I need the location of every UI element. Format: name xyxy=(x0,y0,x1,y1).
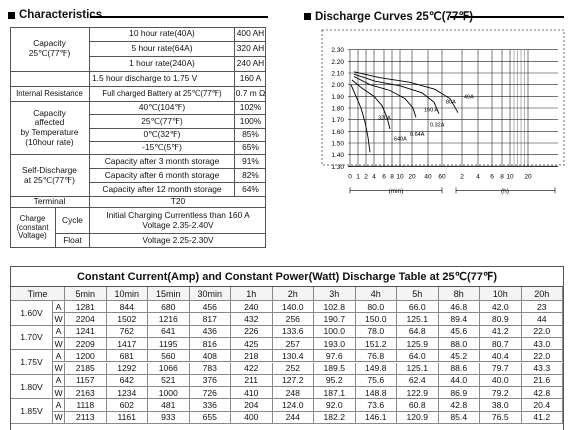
table-cell-current: 521 xyxy=(148,375,190,387)
y-tick-label: 2.10 xyxy=(331,70,344,78)
temperature-desc: 0℃(32℉) xyxy=(90,129,235,142)
curve-label: 640A xyxy=(394,136,407,143)
table-cell-power: 410 xyxy=(231,387,273,399)
internal-resistance-value: 0.7 m Ω xyxy=(235,87,266,102)
title-square-icon xyxy=(304,13,311,20)
table-cell-current: 602 xyxy=(107,399,149,411)
table-cell-power: 1216 xyxy=(148,313,190,325)
table-cell-power: 79.7 xyxy=(480,363,522,375)
table-cell-current: 1118 xyxy=(65,399,107,411)
unit-w: W xyxy=(53,387,65,399)
table-cell-power: 1161 xyxy=(107,412,149,424)
table-cell-current: 64.8 xyxy=(397,326,439,338)
column-header: 5h xyxy=(397,287,439,301)
table-cell-power: 1066 xyxy=(148,363,190,375)
unit-w: W xyxy=(53,338,65,350)
table-cell-power: 257 xyxy=(273,338,315,350)
column-header: 8h xyxy=(439,287,481,301)
unit-a: A xyxy=(53,375,65,387)
x-tick-label-hour: 6 xyxy=(490,173,494,181)
table-cell-current: 45.6 xyxy=(439,326,481,338)
table-cell-current: 73.6 xyxy=(356,399,398,411)
table-cell-current: 226 xyxy=(231,326,273,338)
table-cell-current: 641 xyxy=(148,326,190,338)
table-cell-current: 20.4 xyxy=(522,399,564,411)
table-cell-power: 88.0 xyxy=(439,338,481,350)
column-header: 20h xyxy=(522,287,564,301)
capacity-value: 320 AH xyxy=(235,42,266,57)
unit-w: W xyxy=(53,363,65,375)
table-cell-current: 642 xyxy=(107,375,149,387)
temperature-value: 100% xyxy=(235,115,266,128)
table-cell-current: 45.2 xyxy=(439,350,481,362)
y-tick-label: 1.60 xyxy=(331,128,344,136)
unit-a: A xyxy=(53,350,65,362)
max-discharge-spacer xyxy=(10,72,90,87)
table-cell-power: 2113 xyxy=(65,412,107,424)
table-cell-current: 95.2 xyxy=(314,375,356,387)
table-cell-power: 85.4 xyxy=(439,412,481,424)
characteristics-title: Characteristics xyxy=(8,9,102,21)
table-cell-power: 1417 xyxy=(107,338,149,350)
x-tick-label-hour: 20 xyxy=(524,173,532,181)
table-cell-current: 204 xyxy=(231,399,273,411)
table-cell-power: 80.7 xyxy=(480,338,522,350)
table-cell-power: 120.9 xyxy=(397,412,439,424)
table-cell-current: 22.0 xyxy=(522,326,564,338)
x-tick-label-min: 8 xyxy=(390,173,394,181)
table-cell-current: 40.0 xyxy=(480,375,522,387)
discharge-rule xyxy=(450,16,564,18)
table-cell-current: 560 xyxy=(148,350,190,362)
capacity-value: 240 AH xyxy=(235,57,266,72)
unit-a: A xyxy=(53,301,65,313)
table-cell-current: 100.0 xyxy=(314,326,356,338)
table-cell-power: 425 xyxy=(231,338,273,350)
table-cell-power: 783 xyxy=(190,363,232,375)
table-cell-power: 933 xyxy=(148,412,190,424)
characteristics-rule xyxy=(90,16,268,18)
temperature-desc: -15℃(5℉) xyxy=(90,142,235,155)
table-cell-current: 80.0 xyxy=(356,301,398,313)
table-cell-current: 21.6 xyxy=(522,375,564,387)
table-cell-power: 400 xyxy=(231,412,273,424)
table-cell-power: 256 xyxy=(273,313,315,325)
x-tick-label-hour: 8 xyxy=(500,173,504,181)
table-cell-current: 46.8 xyxy=(439,301,481,313)
discharge-table xyxy=(10,266,564,430)
internal-resistance-desc: Full charged Battery at 25℃(77℉) xyxy=(90,87,235,102)
table-cell-power: 44 xyxy=(522,313,564,325)
x-tick-label-min: 0 xyxy=(348,173,352,181)
table-cell-power: 43.3 xyxy=(522,363,564,375)
temperature-value: 85% xyxy=(235,129,266,142)
max-discharge-desc: 1.5 hour discharge to 1.75 V xyxy=(90,72,235,87)
capacity-value: 400 AH xyxy=(235,27,266,42)
y-tick-label: 2.30 xyxy=(331,47,344,55)
table-cell-power: 189.5 xyxy=(314,363,356,375)
table-cell-current: 40.4 xyxy=(480,350,522,362)
temperature-value: 65% xyxy=(235,142,266,155)
y-tick-label: 2.00 xyxy=(331,82,344,90)
table-cell-power: 422 xyxy=(231,363,273,375)
self-discharge-value: 91% xyxy=(235,155,266,169)
table-cell-current: 130.4 xyxy=(273,350,315,362)
column-header: 2h xyxy=(273,287,315,301)
charge-label: Charge (constant Voltage) xyxy=(10,208,56,248)
table-cell-power: 1195 xyxy=(148,338,190,350)
table-cell-current: 97.6 xyxy=(314,350,356,362)
table-cell-power: 148.8 xyxy=(356,387,398,399)
column-header: 5min xyxy=(65,287,107,301)
table-cell-current: 124.0 xyxy=(273,399,315,411)
table-cell-power: 2185 xyxy=(65,363,107,375)
curve-label: 160 A xyxy=(424,107,439,114)
table-cell-current: 38.0 xyxy=(480,399,522,411)
table-cell-power: 2163 xyxy=(65,387,107,399)
voltage-label: 1.75V xyxy=(11,350,53,375)
internal-resistance-label: Internal Resistance xyxy=(10,87,90,102)
table-cell-current: 44.0 xyxy=(439,375,481,387)
temperature-desc: 25℃(77℉) xyxy=(90,115,235,128)
discharge-curves-chart xyxy=(318,28,568,238)
voltage-label: 1.80V xyxy=(11,375,53,400)
temperature-label: Capacity affected by Temperature (10hour rate) xyxy=(10,102,90,155)
unit-w: W xyxy=(53,412,65,424)
table-cell-current: 92.0 xyxy=(314,399,356,411)
y-tick-label: 2.20 xyxy=(331,58,344,66)
table-cell-power: 79.2 xyxy=(480,387,522,399)
x-tick-label-min: 2 xyxy=(364,173,368,181)
table-cell-power: 125.1 xyxy=(397,313,439,325)
column-header: 10min xyxy=(107,287,149,301)
table-cell-power: 42.8 xyxy=(522,387,564,399)
y-tick-label: 1.30 xyxy=(331,163,344,171)
table-cell-power: 193.0 xyxy=(314,338,356,350)
table-cell-power: 43.0 xyxy=(522,338,564,350)
table-cell-current: 102.8 xyxy=(314,301,356,313)
column-header: 1h xyxy=(231,287,273,301)
table-cell-power: 151.2 xyxy=(356,338,398,350)
column-header: 30min xyxy=(190,287,232,301)
table-cell-current: 844 xyxy=(107,301,149,313)
table-cell-power: 149.8 xyxy=(356,363,398,375)
table-cell-current: 78.0 xyxy=(356,326,398,338)
self-discharge-desc: Capacity after 3 month storage xyxy=(90,155,235,169)
table-cell-current: 680 xyxy=(148,301,190,313)
table-cell-current: 681 xyxy=(107,350,149,362)
curve-label: 40A xyxy=(464,94,474,101)
table-cell-current: 64.0 xyxy=(397,350,439,362)
table-cell-current: 75.6 xyxy=(356,375,398,387)
table-cell-power: 244 xyxy=(273,412,315,424)
table-cell-power: 89.4 xyxy=(439,313,481,325)
table-cell-current: 1200 xyxy=(65,350,107,362)
table-cell-power: 655 xyxy=(190,412,232,424)
table-cell-power: 432 xyxy=(231,313,273,325)
capacity-desc: 1 hour rate(240A) xyxy=(90,57,235,72)
self-discharge-value: 64% xyxy=(235,183,266,197)
float-label: Float xyxy=(56,234,90,248)
x-tick-label-min: 20 xyxy=(408,173,416,181)
column-header: 10h xyxy=(480,287,522,301)
column-header: 3h xyxy=(314,287,356,301)
table-cell-power: 41.2 xyxy=(522,412,564,424)
column-header: 4h xyxy=(356,287,398,301)
table-cell-power: 76.5 xyxy=(480,412,522,424)
table-cell-current: 481 xyxy=(148,399,190,411)
table-cell-current: 408 xyxy=(190,350,232,362)
table-cell-power: 726 xyxy=(190,387,232,399)
cycle-label: Cycle xyxy=(56,208,90,234)
x-tick-label-hour: 4 xyxy=(476,173,480,181)
table-cell-power: 1234 xyxy=(107,387,149,399)
self-discharge-value: 82% xyxy=(235,169,266,183)
x-tick-label-min: 4 xyxy=(372,173,376,181)
unit-w: W xyxy=(53,313,65,325)
table-cell-power: 80.9 xyxy=(480,313,522,325)
x-tick-label-min: 40 xyxy=(424,173,432,181)
table-cell-current: 456 xyxy=(190,301,232,313)
discharge-curve xyxy=(354,72,458,113)
table-cell-current: 240 xyxy=(231,301,273,313)
x-tick-label-min: 1 xyxy=(356,173,360,181)
table-cell-power: 252 xyxy=(273,363,315,375)
characteristics-table xyxy=(10,27,266,248)
self-discharge-desc: Capacity after 6 month storage xyxy=(90,169,235,183)
table-cell-power: 1000 xyxy=(148,387,190,399)
x-tick-label-min: 6 xyxy=(382,173,386,181)
terminal-value: T20 xyxy=(90,197,266,208)
x-tick-label-hour: 10 xyxy=(506,173,514,181)
table-cell-power: 2209 xyxy=(65,338,107,350)
x-unit-hour: (h) xyxy=(501,187,509,195)
table-cell-current: 22.0 xyxy=(522,350,564,362)
time-header: Time xyxy=(11,287,65,301)
y-tick-label: 1.90 xyxy=(331,93,344,101)
table-cell-current: 1281 xyxy=(65,301,107,313)
x-tick-label-min: 60 xyxy=(438,173,446,181)
table-cell-power: 182.2 xyxy=(314,412,356,424)
table-cell-current: 218 xyxy=(231,350,273,362)
table-cell-power: 190.7 xyxy=(314,313,356,325)
column-header: 15min xyxy=(148,287,190,301)
x-unit-min: (min) xyxy=(388,187,404,195)
table-cell-power: 125.9 xyxy=(397,338,439,350)
temperature-value: 102% xyxy=(235,102,266,115)
table-cell-power: 816 xyxy=(190,338,232,350)
table-cell-current: 1157 xyxy=(65,375,107,387)
table-cell-current: 42.0 xyxy=(480,301,522,313)
terminal-label: Terminal xyxy=(10,197,90,208)
table-cell-current: 60.8 xyxy=(397,399,439,411)
title-square-icon xyxy=(8,12,15,19)
table-cell-current: 211 xyxy=(231,375,273,387)
temperature-desc: 40℃(104℉) xyxy=(90,102,235,115)
unit-a: A xyxy=(53,326,65,338)
table-cell-current: 133.6 xyxy=(273,326,315,338)
discharge-curves-title: Discharge Curves 25℃(77℉) xyxy=(304,9,473,23)
table-cell-power: 1292 xyxy=(107,363,149,375)
cycle-value: Initial Charging Currentless than 160 A Voltage 2.35-2.40V xyxy=(90,208,266,234)
curve-label: 80A xyxy=(446,99,456,106)
table-cell-power: 2204 xyxy=(65,313,107,325)
table-cell-current: 42.8 xyxy=(439,399,481,411)
y-tick-label: 1.50 xyxy=(331,140,344,148)
table-cell-power: 122.9 xyxy=(397,387,439,399)
curve-label: 320A xyxy=(378,115,391,122)
y-tick-label: 1.70 xyxy=(331,117,344,125)
max-discharge-value: 160 A xyxy=(235,72,266,87)
table-cell-current: 436 xyxy=(190,326,232,338)
discharge-curve xyxy=(351,85,370,153)
table-cell-current: 76.8 xyxy=(356,350,398,362)
voltage-label: 1.60V xyxy=(11,301,53,326)
curve-label: 0.32A xyxy=(430,122,445,129)
y-tick-label: 1.80 xyxy=(331,105,344,113)
x-tick-label-min: 10 xyxy=(396,173,404,181)
table-cell-current: 1241 xyxy=(65,326,107,338)
table-cell-power: 1502 xyxy=(107,313,149,325)
curve-label: 0.64A xyxy=(410,132,425,138)
table-cell-power: 248 xyxy=(273,387,315,399)
table-cell-current: 376 xyxy=(190,375,232,387)
x-tick-label-hour: 2 xyxy=(460,173,464,181)
capacity-label: Capacity 25℃(77℉) xyxy=(10,27,90,72)
table-cell-power: 187.1 xyxy=(314,387,356,399)
table-cell-power: 86.9 xyxy=(439,387,481,399)
table-cell-current: 762 xyxy=(107,326,149,338)
table-cell-current: 66.0 xyxy=(397,301,439,313)
float-value: Voltage 2.25-2.30V xyxy=(142,235,214,246)
table-cell-current: 336 xyxy=(190,399,232,411)
table-cell-power: 146.1 xyxy=(356,412,398,424)
table-cell-current: 62.4 xyxy=(397,375,439,387)
self-discharge-desc: Capacity after 12 month storage xyxy=(90,183,235,197)
table-cell-current: 140.0 xyxy=(273,301,315,313)
table-cell-power: 125.1 xyxy=(397,363,439,375)
table-cell-power: 88.6 xyxy=(439,363,481,375)
table-cell-power: 150.0 xyxy=(356,313,398,325)
y-tick-label: 1.40 xyxy=(331,152,344,160)
voltage-label: 1.70V xyxy=(11,326,53,351)
table-cell-power: 817 xyxy=(190,313,232,325)
table-cell-current: 127.2 xyxy=(273,375,315,387)
self-discharge-label: Self-Discharge at 25℃(77℉) xyxy=(10,155,90,197)
voltage-label: 1.85V xyxy=(11,399,53,424)
unit-a: A xyxy=(53,399,65,411)
table-cell-current: 41.2 xyxy=(480,326,522,338)
discharge-table-title: Constant Current(Amp) and Constant Power(Watt) Discharge Table at 25℃(77℉) xyxy=(11,267,563,287)
capacity-desc: 10 hour rate(40A) xyxy=(90,27,235,42)
table-cell-current: 23 xyxy=(522,301,564,313)
capacity-desc: 5 hour rate(64A) xyxy=(90,42,235,57)
